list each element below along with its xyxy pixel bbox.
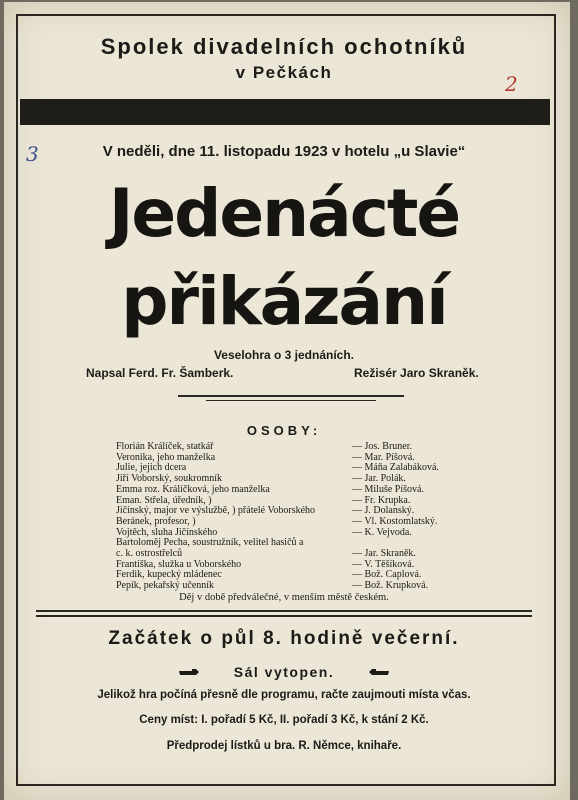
cast-role: c. k. ostrostřelců [116, 548, 183, 559]
date-line: V neděli, dne 11. listopadu 1923 v hotelu „u Slavie“ [102, 143, 466, 160]
cast-role: Pepík, pekařský učenník [116, 580, 215, 592]
cast-row [116, 495, 496, 506]
cast-actor: — Máňa Zalabáková. [352, 462, 439, 474]
punctuality-note: Jelikož hra počíná přesně dle programu, račte zaujmouti místa včas. [97, 689, 471, 701]
black-band [20, 99, 550, 125]
cast-heading: OSOBY: [246, 423, 322, 438]
cast-actor: — Bož. Caplová. [352, 569, 422, 581]
cast-actor: — Mar. Píšová. [352, 451, 415, 463]
cast-role: Veronika, jeho manželka [116, 451, 216, 463]
divider-top-short [206, 400, 376, 401]
author-line: Napsal Ferd. Fr. Šamberk. [86, 366, 234, 380]
divider-top [178, 395, 404, 397]
cast-actor: — V. Těšíková. [352, 558, 415, 570]
cast-role: Julie, jejich dcera [116, 462, 187, 474]
handwritten-mark-red: 2 [505, 72, 518, 96]
presale-info: Předprodej lístků u bra. R. Němce, knihaře. [166, 740, 402, 752]
cast-actor: — Fr. Krupka. [352, 494, 411, 506]
genre-line: Veselohra o 3 jednáních. [213, 348, 355, 362]
cast-role: Florián Králíček, statkář [116, 441, 214, 452]
cast-role: Emma roz. Králíčková, jeho manželka [116, 483, 270, 495]
cast-role: Bartoloměj Pecha, soustružník, velitel hasičů a [116, 537, 304, 549]
cast-role: Františka, služka u Voborského [116, 558, 242, 570]
cast-row [116, 462, 496, 473]
society-place: v Pečkách [235, 63, 333, 82]
cast-actor: — Jar. Polák. [352, 473, 406, 485]
cast-row [116, 473, 496, 484]
setting-line: Děj v době předválečné, v menším městě českém. [179, 592, 389, 603]
cast-actor: — J. Dolanský. [352, 505, 415, 517]
cast-role: Vojtěch, sluha Jičínského [116, 526, 218, 538]
cast-role: Eman. Střela, úředník, ) [116, 494, 212, 506]
cast-row [116, 441, 496, 452]
cast-row [116, 580, 496, 591]
cast-row [116, 505, 496, 516]
cast-row [116, 548, 496, 559]
cast-role: Jičínský, major ve výslužbě, ) přátelé Voborského [116, 505, 316, 517]
cast-row [116, 452, 496, 463]
cast-actor: — Jar. Skraněk. [352, 548, 416, 559]
cast-actor: — Jos. Bruner. [352, 441, 412, 452]
cast-role: Ferdik, kupecký mládenec [116, 569, 222, 581]
start-time: Začátek o půl 8. hodině večerní. [108, 628, 460, 649]
director-line: Režisér Jaro Skraněk. [354, 366, 479, 380]
pointing-hand-icon-mirrored [368, 667, 390, 677]
cast-row [116, 537, 496, 548]
cast-actor: — Miluše Píšová. [352, 483, 424, 495]
cast-actor: — Vl. Kostomlatský. [352, 515, 438, 527]
cast-role: Jiří Voborský, soukromník [116, 473, 223, 485]
cast-row [116, 559, 496, 570]
cast-row [116, 484, 496, 495]
divider-double-2 [36, 615, 532, 617]
society-heading [18, 34, 550, 86]
cast-row [116, 569, 496, 580]
hall-heated: Sál vytopen. [233, 664, 335, 680]
play-title-line2: přikázání [121, 263, 447, 340]
ticket-prices: Ceny míst: I. pořadí 5 Kč, II. pořadí 3 Kč, k stání 2 Kč. [139, 714, 429, 726]
divider-double-1 [36, 610, 532, 612]
cast-role: Beránek, profesor, ) [116, 515, 196, 527]
cast-row [116, 516, 496, 527]
handwritten-mark-blue: 3 [26, 142, 39, 166]
play-title-line1: Jedenácté [108, 175, 460, 252]
cast-actor: — K. Vejvoda. [352, 526, 412, 538]
cast-actor: — Bož. Krupková. [352, 580, 429, 592]
cast-row [116, 527, 496, 538]
society-name: Spolek divadelních ochotníků [100, 34, 468, 59]
